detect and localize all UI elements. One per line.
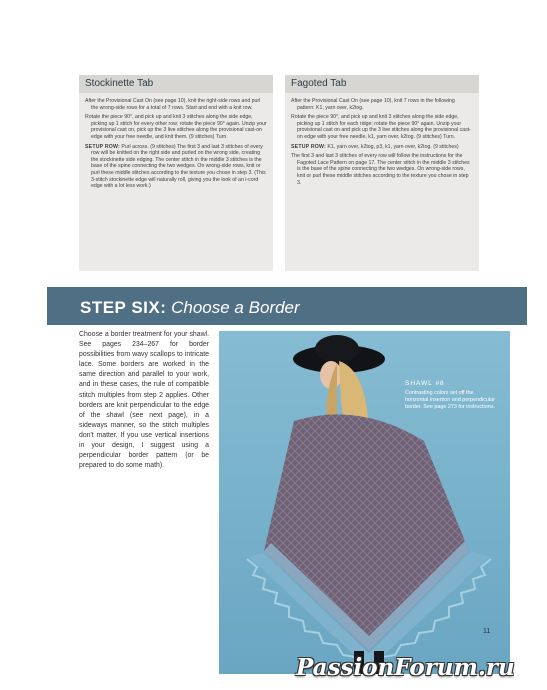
stockinette-setup-text: Purl across. (9 stitches) The first 3 and last 3 stitches of every row will be knitted on the right side and purled on the wrong side, creating the stockinette side edging. The center stitch in the middle 3 stitches is the base of the spine connecting the two wedges. On wrong-side rows, knit or purl these middle stitches according to the texture you chose in step 3. (This 3-stitch stockinette edge will naturally roll, giving you the look of an i-cord edge with a lot less work.) (91, 143, 266, 190)
border-intro-text: Choose a border treatment for your shawl. See pages 234–267 for border possibilities from wavy scallops to intricate lace. Some borders are worked in the same direction and parallel to your work, and in these cases, the rule of compatible stitch multiples from step 2 applies. Other borders are knit perpendicular to the edge of the shawl (see next page), in a sideways manner, so the stitch multiples don't matter. If you use vertical insertions in your design, I suggest using a perpendicular border pattern (or be prepared to do some math). (79, 331, 209, 470)
forum-watermark: PassionForum.ru (296, 654, 515, 681)
fagoted-setup-text: K1, yarn over, k2tog, p3, k1, yarn over, k2tog. (9 stitches) (325, 143, 459, 150)
fagoted-para-1: After the Provisional Cast On (see page 10), knit 7 rows in the following pattern: K1, yarn over, k2tog. (291, 98, 455, 111)
shawl-caption-heading: SHAWL #8 (405, 380, 445, 387)
shawl-illustration (219, 331, 510, 674)
fagoted-tab-sidebar (285, 75, 479, 271)
setup-row-label: SETUP ROW: (85, 143, 120, 150)
stockinette-tab-sidebar (79, 75, 273, 271)
step-heading (80, 298, 300, 318)
stockinette-tab-body (79, 93, 273, 190)
fagoted-tab-title: Fagoted Tab (285, 75, 479, 93)
step-label: STEP SIX: (80, 298, 167, 317)
fagoted-para-2: Rotate the piece 90°, and pick up and knit 3 stitches along the side edge, picking up 1 stitch for each ridge; rotate the piece 90° again. Unzip your provisional cast on and pick up the 3 live stitches along the provisional cast-on edge with your free needle, k1, yarn over, k2tog. (9 stitches) Turn. (291, 114, 471, 140)
stockinette-para-1: After the Provisional Cast On (see page 10), knit the right-side rows and purl the wrong-side rows for a total of 7 rows. Start and end with a knit row. (85, 98, 261, 111)
fagoted-tab-body (285, 93, 479, 186)
stockinette-para-2: Rotate the piece 90°, and pick up and knit 3 stitches along the side edge, picking up 1 stitch for every other row; rotate the piece 90° again. Unzip your provisional cast on, pick up the 3 live stitches along the provisional cast-on edge with your free needle, and knit them. (9 stitches) Turn. (85, 114, 267, 140)
setup-row-label: SETUP ROW: (291, 143, 326, 150)
stockinette-tab-title: Stockinette Tab (79, 75, 273, 93)
fagoted-para-4: The first 3 and last 3 stitches of every row will follow the instructions for the Fagoted Lace Pattern on page 17. The center stitch in the middle 3 stitches is the base of the spine connecting the two wedges. On wrong-side rows, knit or purl these middle stitches according to the texture you chose in step 3. (291, 153, 470, 186)
fagoted-para-3 (291, 144, 473, 151)
shawl-photo (219, 331, 510, 674)
page-number: 11 (483, 628, 491, 635)
shawl-caption-text: Contrasting colors set off the horizontal insertion and perpendicular border. See page 273 for instructions. (405, 390, 495, 410)
step-subtitle: Choose a Border (166, 298, 300, 317)
stockinette-para-3 (85, 144, 267, 190)
